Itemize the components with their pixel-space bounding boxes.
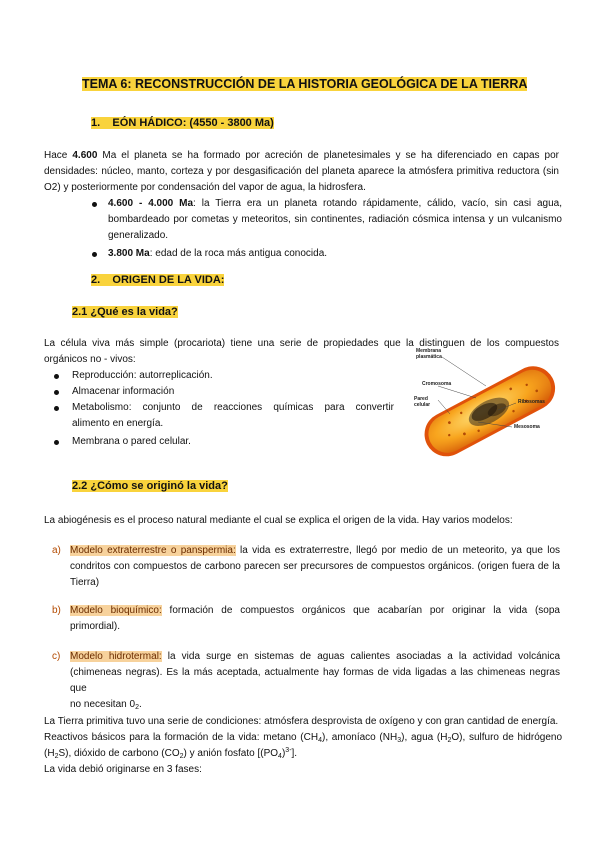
list-item: Metabolismo: conjunto de reacciones químicas para convertir alimento en energía. bbox=[54, 400, 394, 432]
list-item: Reproducción: autorreplicación. bbox=[54, 368, 394, 384]
paragraph-line: densidades: núcleo, manto, corteza y por desgasificación del planeta aparece la atmósfera primitiva reductora (sin bbox=[44, 166, 559, 177]
title-text: TEMA 6: RECONSTRUCCIÓN DE LA HISTORIA GEOLÓGICA DE LA TIERRA bbox=[82, 77, 528, 91]
section-2-number: 2. bbox=[91, 274, 101, 286]
prokaryote-cell-figure bbox=[408, 348, 568, 460]
section-1-paragraph bbox=[44, 148, 559, 196]
section-1-bullets bbox=[92, 196, 562, 262]
subsection-2-2-heading: 2.2 ¿Cómo se originó la vida? bbox=[72, 480, 228, 492]
model-a-letter: a) bbox=[52, 545, 61, 556]
reactivos-line-2: $(H_2S)$, dióxido de carbono $(CO_2)$ y anión fosfato $[(PO_4)^{3-}]$. bbox=[44, 747, 298, 760]
section-2-title: ORIGEN DE LA VIDA: bbox=[112, 274, 225, 286]
bullet-icon bbox=[54, 374, 59, 379]
model-b-name: Modelo bioquímico: bbox=[70, 605, 162, 616]
section-2-heading bbox=[91, 274, 224, 286]
label-pared: Pared celular bbox=[414, 396, 431, 408]
label-ribosomas: Ribosomas bbox=[518, 399, 545, 405]
section-1-number: 1. bbox=[91, 117, 101, 129]
model-c-letter: c) bbox=[52, 651, 61, 662]
list-item: Almacenar información bbox=[54, 384, 394, 400]
section-1-heading bbox=[91, 117, 274, 129]
model-c-name: Modelo hidrotermal: bbox=[70, 651, 162, 662]
paragraph-line: Hace 4.600 Ma el planeta se ha formado por acreción de planetesimales y se ha diferenciado en capas por bbox=[44, 150, 559, 161]
model-b: b) Modelo bioquímico: formación de compuestos orgánicos que acabarían por originar la vida (sopa primordial). bbox=[52, 605, 560, 632]
subsection-2-1-paragraph: La célula viva más simple (procariota) tiene una serie de propiedades que la distinguen de los compuestos orgánicos no - vivos: bbox=[44, 338, 559, 365]
bullet-icon bbox=[54, 390, 59, 395]
subsection-2-2-intro: La abiogénesis es el proceso natural mediante el cual se explica el origen de la vida. Hay varios modelos: bbox=[44, 515, 513, 526]
closing-paragraph: La Tierra primitiva tuvo una serie de condiciones: atmósfera desprovista de oxígeno y con gran cantidad de energía. Reactivos básicos para la formación de la vida: metano $(CH_4)$, amoníaco $(NH_3)$, agua $(H_2O)$, sulfuro de hidrógeno $(H_2S)$, dióxido de carbono $(CO_2)$ y anión fosfato $[(PO_4)^{3-}]$. La vida debió originarse en 3 fases: bbox=[44, 716, 562, 775]
list-item: 3.800 Ma: edad de la roca más antigua conocida. bbox=[92, 246, 562, 262]
label-mesosoma: Mesosoma bbox=[514, 424, 540, 430]
list-item: Membrana o pared celular. bbox=[54, 434, 394, 450]
subsection-2-1-bullets bbox=[54, 368, 394, 450]
model-a: a) Modelo extraterrestre o panspermia: la vida es extraterrestre, llegó por medio de un meteorito, ya que los condritos con compuestos de carbono parecen ser precursores de compuestos orgánicos. (origen fuera de la Tierra) bbox=[52, 545, 561, 588]
reactivos-line: Reactivos básicos para la formación de la vida: metano $(CH_4)$, amoníaco $(NH_3)$, agua $(H_2O)$, sulfuro de hidrógeno bbox=[44, 732, 562, 744]
list-item: 4.600 - 4.000 Ma: la Tierra era un planeta rotando rápidamente, cálido, vacío, sin casi agua, bombardeado por cometas y meteoritos, sin continentes, radiación cósmica intensa y un vulcanismo generalizado. bbox=[92, 196, 562, 244]
model-c: c) Modelo hidrotermal: la vida surge en sistemas de aguas calientes asociadas a la actividad volcánica (chimeneas negras). Es la más aceptada, actualmente hay formas de vida ligadas a las chimeneas negras que no necesitan $0_2$. bbox=[52, 651, 560, 711]
bullet-icon bbox=[54, 440, 59, 445]
bullet-icon bbox=[92, 252, 97, 257]
section-1-title: EÓN HÁDICO: (4550 - 3800 Ma) bbox=[112, 117, 274, 129]
label-membrana: Membrana plasmática bbox=[416, 348, 442, 360]
model-b-letter: b) bbox=[52, 605, 61, 616]
model-a-name: Modelo extraterrestre o panspermia: bbox=[70, 545, 236, 556]
subsection-2-1-heading: 2.1 ¿Qué es la vida? bbox=[72, 306, 178, 318]
label-cromosoma: Cromosoma bbox=[422, 381, 452, 387]
page-title bbox=[82, 77, 527, 91]
paragraph-line: O2) y posteriormente por condensación del vapor de agua, la hidrosfera. bbox=[44, 182, 366, 193]
bullet-icon bbox=[92, 202, 97, 207]
bullet-icon bbox=[54, 406, 59, 411]
